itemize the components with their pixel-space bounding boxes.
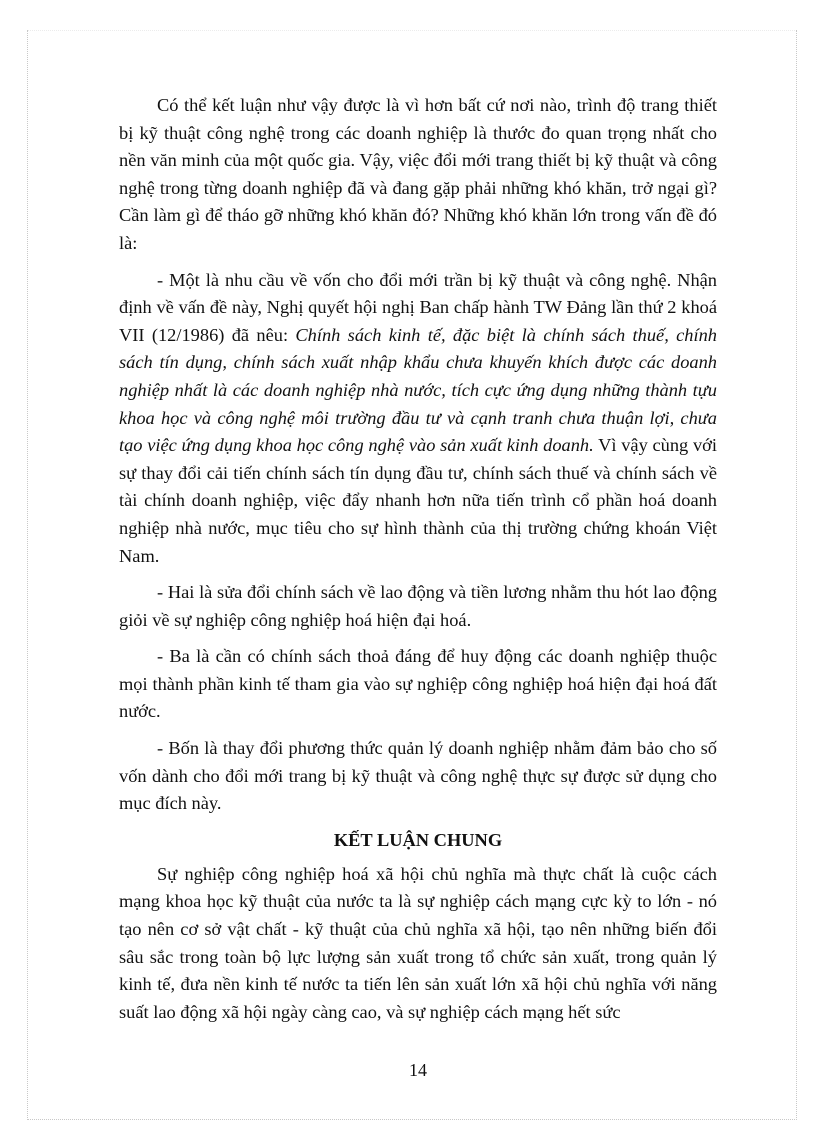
paragraph-mobilization-policy: - Ba là cần có chính sách thoả đáng để huy động các doanh nghiệp thuộc mọi thành phần kinh tế tham gia vào sự nghiệp công nghiệp hoá hiện đại hoá đất nước. <box>119 646 717 722</box>
section-heading: KẾT LUẬN CHUNG <box>333 829 503 850</box>
paragraph-intro: Có thể kết luận như vậy được là vì hơn bất cứ nơi nào, trình độ trang thiết bị kỹ thuật công nghệ trong các doanh nghiệp là thước đo quan trọng nhất cho nền văn minh của một quốc gia. Vậy, việc đổi mới trang thiết bị kỹ thuật và công nghệ trong từng doanh nghiệp đã và đang gặp phải những khó khăn, trở ngại gì? Cần làm gì để tháo gỡ những khó khăn đó? Những khó khăn lớn trong vấn đề đó là: <box>119 95 717 253</box>
page-border-top <box>27 30 797 31</box>
paragraph-capital-needs <box>119 267 717 571</box>
page-number: 14 <box>409 1060 427 1080</box>
paragraph-labor-policy: - Hai là sửa đổi chính sách về lao động và tiền lương nhằm thu hót lao động giỏi về sự nghiệp công nghiệp hoá hiện đại hoá. <box>119 582 717 630</box>
page-border-left <box>27 30 28 1120</box>
paragraph-conclusion: Sự nghiệp công nghiệp hoá xã hội chủ nghĩa mà thực chất là cuộc cách mạng khoa học kỹ thuật của nước ta là sự nghiệp cách mạng cực kỳ to lớn - nó tạo nên cơ sở vật chất - kỹ thuật của chủ nghĩa xã hội, tạo nên những biến đổi sâu sắc trong toàn bộ lực lượng sản xuất trong tổ chức sản xuất, trong quản lý kinh tế, đưa nền kinh tế nước ta tiến lên sản xuất lớn xã hội chủ nghĩa với năng suất lao động xã hội ngày càng cao, và sự nghiệp cách mạng hết sức <box>119 863 717 1022</box>
paragraph-management-change: - Bốn là thay đổi phương thức quản lý doanh nghiệp nhằm đảm bảo cho số vốn dành cho đổi mới trang bị kỹ thuật và công nghệ thực sự được sử dụng cho mục đích này. <box>119 738 717 814</box>
page-border-right <box>796 30 797 1120</box>
paragraph-capital-needs-rest: Vì vậy cùng với sự thay đổi cải tiến chính sách tín dụng đầu tư, chính sách thuế và chính sách về tài chính doanh nghiệp, việc đẩy nhanh hơn nữa tiến trình cổ phần hoá doanh nghiệp nhà nước, mục tiêu cho sự hình thành của thị trường chứng khoán Việt Nam. <box>119 435 717 566</box>
paragraph-capital-needs-intro: - Một là nhu cầu về vốn cho đổi mới trần bị kỹ thuật và công nghệ. Nhận định về vấn đề này, Nghị quyết hội nghị Ban chấp hành TW Đảng lần thứ 2 khoá VII (12/1986) đã nêu: <box>119 269 717 345</box>
page-border-bottom <box>27 1119 797 1120</box>
resolution-quote: Chính sách kinh tế, đặc biệt là chính sách thuế, chính sách tín dụng, chính sách xuất nhập khẩu chưa khuyến khích được các doanh nghiệp nhất là các doanh nghiệp nhà nước, tích cực ứng dụng những thành tựu khoa học và công nghệ môi trường đầu tư và cạnh tranh chưa thuận lợi, chưa tạo việc ứng dụng khoa học công nghệ vào sản xuất kinh doanh. <box>119 324 717 456</box>
document-body <box>119 92 717 1035</box>
